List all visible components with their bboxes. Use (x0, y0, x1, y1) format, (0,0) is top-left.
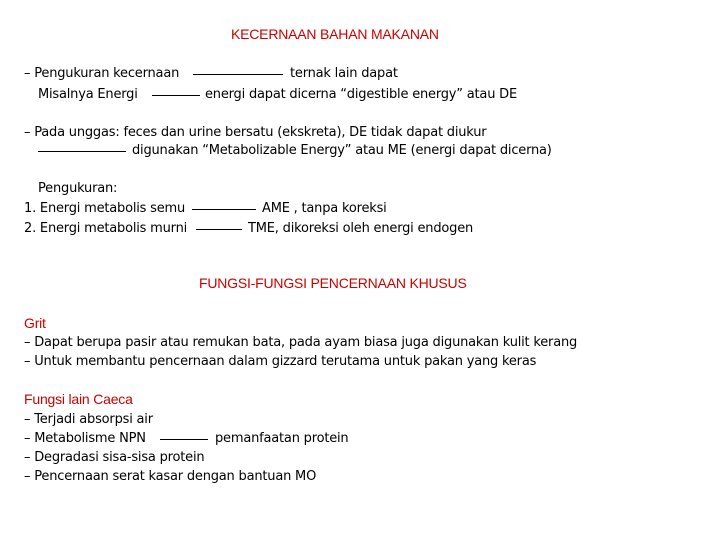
arrow-line (152, 95, 200, 96)
arrow-line (192, 209, 256, 210)
ame-line-end: AME , tanpa koreksi (262, 201, 387, 216)
caeca-item-end: pemanfaatan protein (215, 431, 349, 446)
caeca-heading: Fungsi lain Caeca (24, 391, 133, 407)
measurement-heading: Pengukuran: (38, 181, 118, 196)
poultry-line-end: digunakan “Metabolizable Energy” atau ME (energi dapat dicerna) (132, 143, 552, 158)
poultry-line: – Pada unggas: feces dan urine bersatu (ekskreta), DE tidak dapat diukur (24, 125, 487, 140)
arrow-line (193, 74, 283, 75)
caeca-item: – Pencernaan serat kasar dengan bantuan MO (24, 469, 317, 484)
arrow-line (196, 229, 242, 230)
tme-line: 2. Energi metabolis murni (24, 221, 188, 236)
measurement-line: – Pengukuran kecernaan (24, 66, 180, 81)
arrow-line (160, 439, 208, 440)
ame-line: 1. Energi metabolis semu (24, 201, 186, 216)
caeca-item: – Metabolisme NPN (24, 431, 146, 446)
arrow-line (38, 151, 126, 152)
section-title: FUNGSI-FUNGSI PENCERNAAN KHUSUS (199, 275, 467, 291)
grit-heading: Grit (24, 315, 46, 331)
caeca-item: – Terjadi absorpsi air (24, 412, 153, 427)
tme-line-end: TME, dikoreksi oleh energi endogen (248, 221, 474, 236)
example-line: Misalnya Energi (38, 87, 138, 102)
caeca-item: – Degradasi sisa-sisa protein (24, 450, 205, 465)
example-line-end: energi dapat dicerna “digestible energy” atau DE (205, 87, 517, 102)
page-title: KECERNAAN BAHAN MAKANAN (231, 26, 439, 42)
grit-item: – Dapat berupa pasir atau remukan bata, pada ayam biasa juga digunakan kulit kerang (24, 335, 578, 350)
measurement-line-end: ternak lain dapat (290, 66, 398, 81)
grit-item: – Untuk membantu pencernaan dalam gizzard terutama untuk pakan yang keras (24, 354, 537, 369)
